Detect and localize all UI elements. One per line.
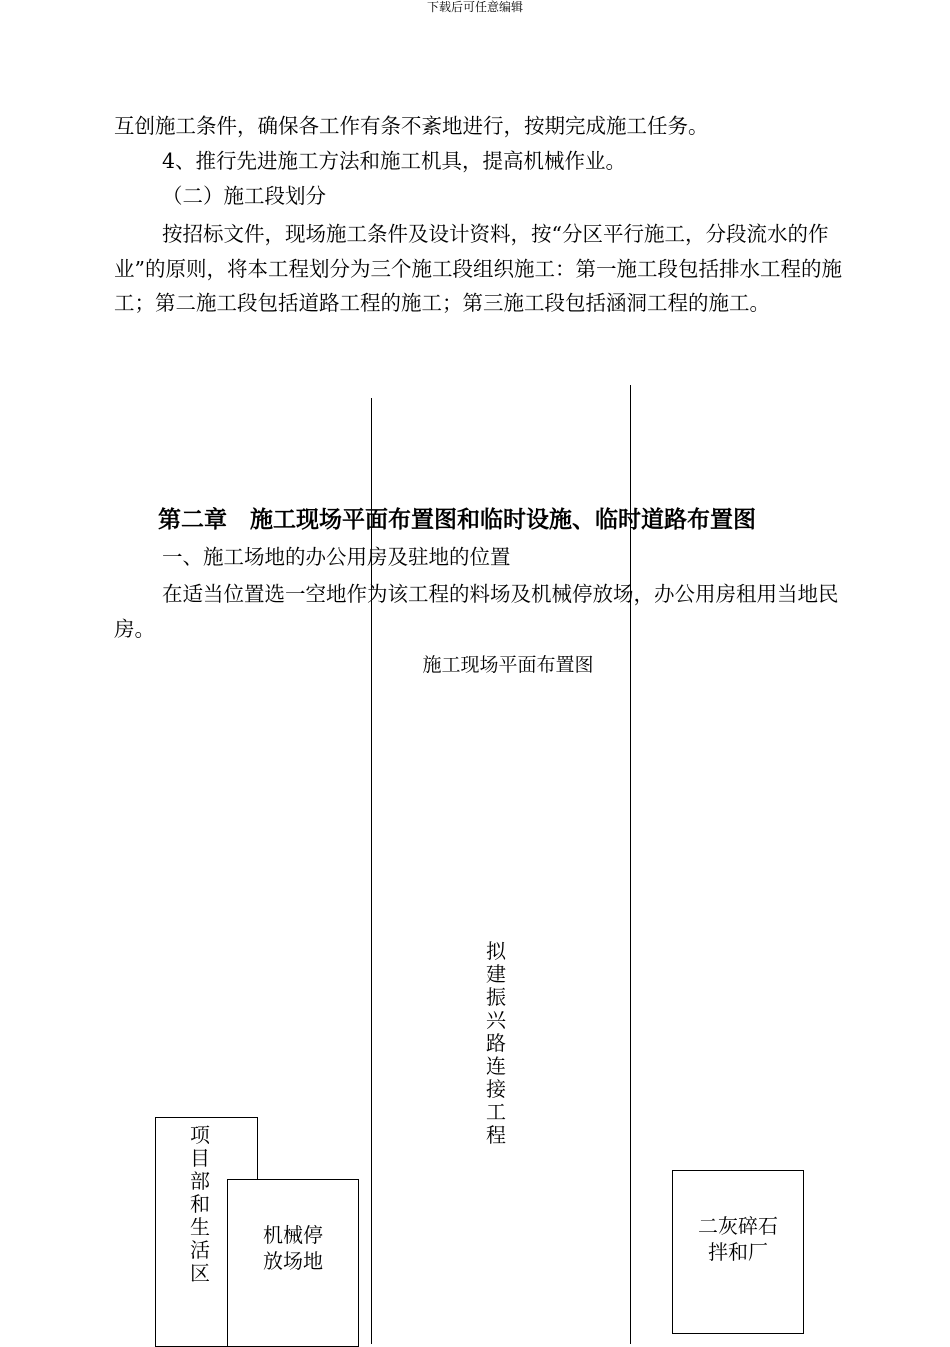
chapter-paragraph: 在适当位置选一空地作为该工程的料场及机械停放场，办公用房租用当地民房。 <box>114 582 839 641</box>
body-line-1: 互创施工条件，确保各工作有条不紊地进行，按期完成施工任务。 <box>114 114 709 138</box>
project-hq-label: 项目部和生活区 <box>190 1123 210 1285</box>
mixing-plant-box <box>672 1170 804 1334</box>
road-label: 拟建振兴路连接工程 <box>486 939 506 1147</box>
section-heading: （二）施工段划分 <box>162 184 326 208</box>
body-line-2: 4、推行先进施工方法和施工机具，提高机械作业。 <box>162 149 627 173</box>
machine-yard-box <box>227 1179 359 1347</box>
page-header: 下载后可任意编辑 <box>426 0 523 14</box>
body-paragraph: 按招标文件，现场施工条件及设计资料，按“分区平行施工，分段流水的作业”的原则，将本工程划分为三个施工段组织施工：第一施工段包括排水工程的施工；第二施工段包括道路工程的施工；第三施工段包括涵洞工程的施工。 <box>114 222 842 315</box>
chapter-subheading: 一、施工场地的办公用房及驻地的位置 <box>162 545 511 569</box>
diagram-title: 施工现场平面布置图 <box>422 654 594 676</box>
mixing-plant-label: 二灰碎石拌和厂 <box>698 1214 778 1264</box>
chapter-title: 第二章 施工现场平面布置图和临时设施、临时道路布置图 <box>158 506 756 533</box>
machine-yard-label: 机械停放场地 <box>263 1223 323 1273</box>
